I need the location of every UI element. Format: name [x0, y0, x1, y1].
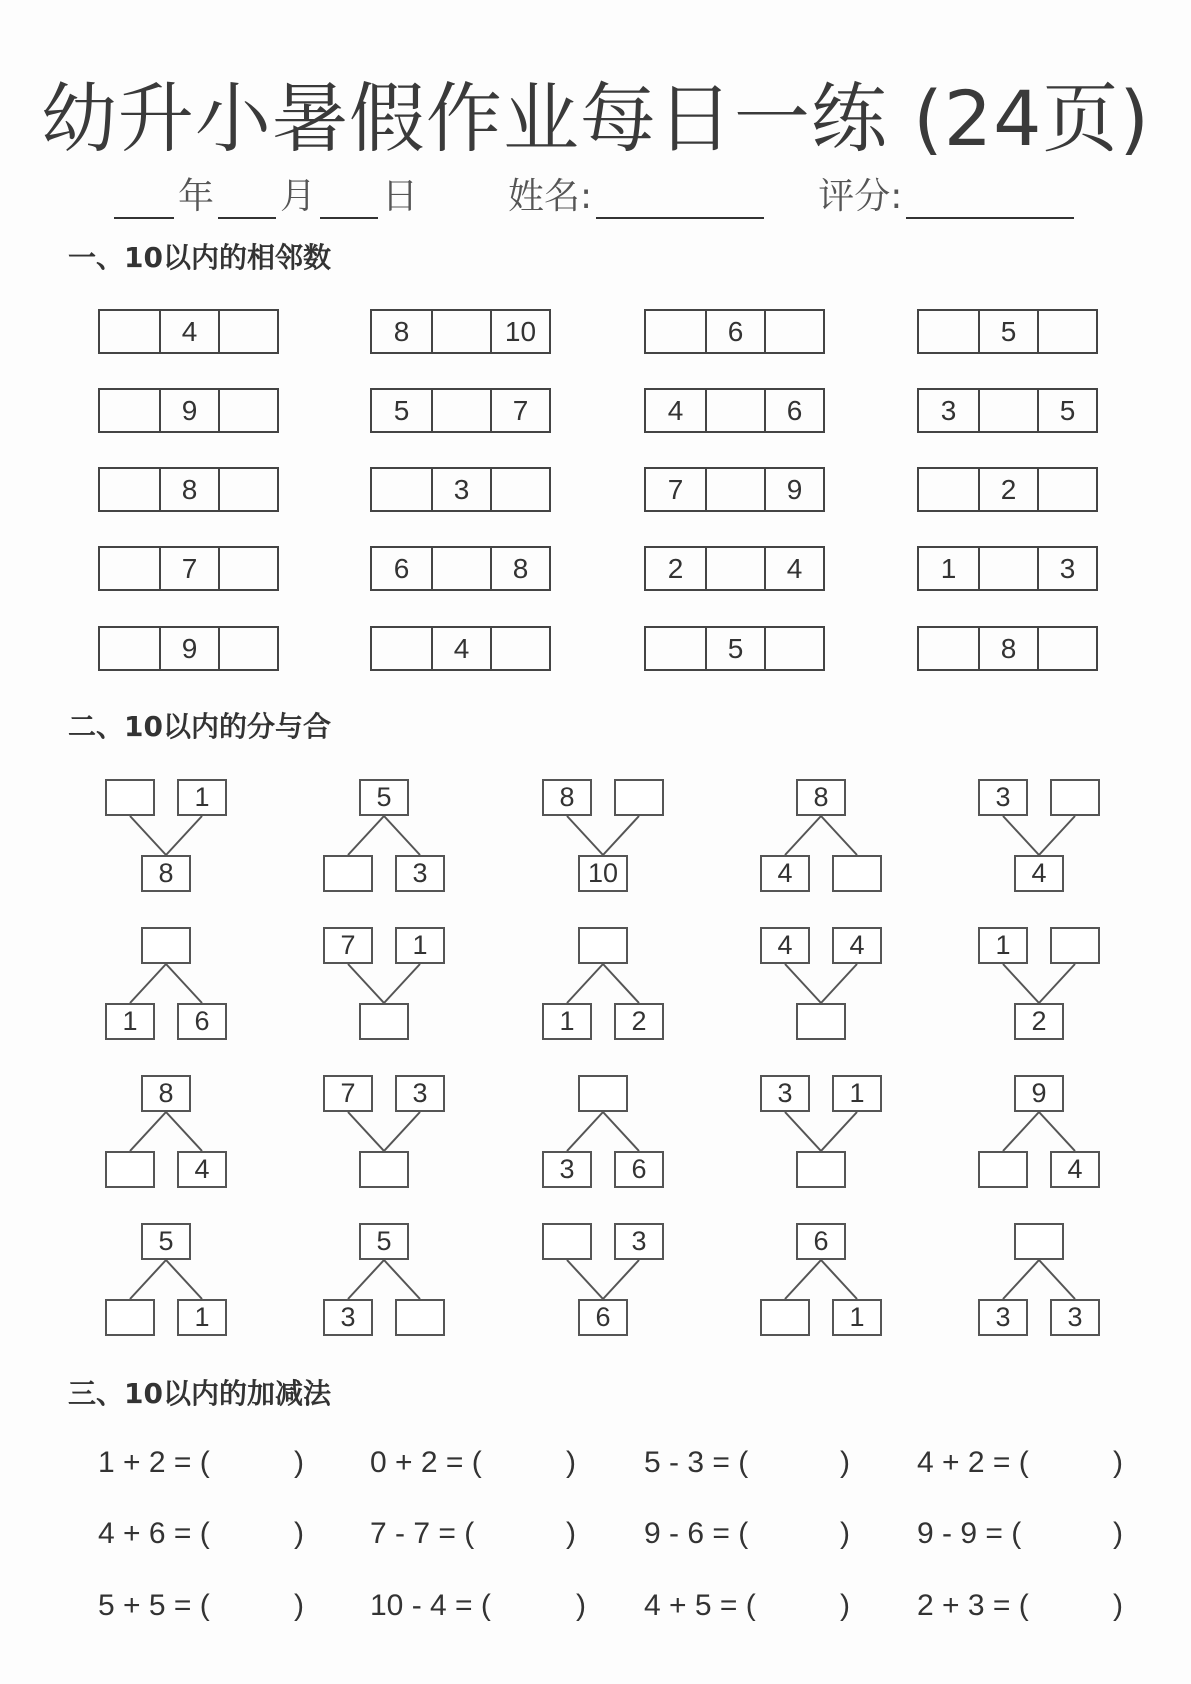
- bond-line: [384, 1112, 420, 1151]
- bond-line: [166, 1112, 202, 1151]
- bond-line: [130, 1260, 166, 1299]
- bond-line: [130, 816, 166, 855]
- equation: [370, 1446, 576, 1480]
- equation-text: 4 + 2 = (: [917, 1446, 1029, 1479]
- answer-box[interactable]: [760, 1299, 810, 1336]
- equation: [644, 1446, 850, 1480]
- equation-text: 5 + 5 = (: [98, 1589, 210, 1622]
- number-cell: 8: [978, 628, 1037, 669]
- number-box: 2: [1014, 1003, 1064, 1040]
- answer-space[interactable]: [218, 1589, 288, 1623]
- number-cell: 2: [978, 469, 1037, 510]
- number-box: 4: [760, 927, 810, 964]
- answer-box[interactable]: [1050, 779, 1100, 816]
- number-box: 1: [832, 1299, 882, 1336]
- number-cell: 1: [940, 552, 957, 584]
- bond-line: [166, 964, 202, 1003]
- number-box: 8: [796, 779, 846, 816]
- bond-line: [821, 816, 857, 855]
- number-cell: 9: [159, 628, 218, 669]
- close-paren: ): [1113, 1589, 1123, 1622]
- name-label: 姓名:: [508, 176, 593, 217]
- answer-space[interactable]: [764, 1589, 834, 1623]
- number-box: 6: [177, 1003, 227, 1040]
- number-cell: 3: [940, 394, 957, 426]
- bond-line: [384, 816, 420, 855]
- equation-text: 9 - 9 = (: [917, 1517, 1022, 1550]
- equation: [98, 1446, 304, 1480]
- equation: [917, 1589, 1123, 1623]
- number-box: 4: [832, 927, 882, 964]
- equation-text: 9 - 6 = (: [644, 1517, 749, 1550]
- answer-space[interactable]: [764, 1446, 834, 1480]
- bond-line: [567, 1112, 603, 1151]
- bond-line: [603, 816, 639, 855]
- number-box: 4: [1014, 855, 1064, 892]
- answer-box[interactable]: [395, 1299, 445, 1336]
- number-box: 8: [141, 1075, 191, 1112]
- answer-box[interactable]: [105, 1151, 155, 1188]
- number-cell: 6: [764, 390, 823, 431]
- page-title: 幼升小暑假作业每日一练 (24页): [40, 74, 1151, 163]
- equation: [370, 1589, 586, 1623]
- answer-box[interactable]: [1014, 1223, 1064, 1260]
- answer-space[interactable]: [764, 1517, 834, 1551]
- number-box: 1: [105, 1003, 155, 1040]
- number-cell: 3: [1037, 548, 1096, 589]
- number-box: 9: [1014, 1075, 1064, 1112]
- bond-line: [821, 964, 857, 1003]
- answer-space[interactable]: [1037, 1517, 1107, 1551]
- answer-box[interactable]: [832, 855, 882, 892]
- number-cell: 7: [490, 390, 549, 431]
- number-cell: 6: [393, 552, 410, 584]
- answer-box[interactable]: [796, 1151, 846, 1188]
- equation: [917, 1517, 1123, 1551]
- bond-line: [603, 1260, 639, 1299]
- number-box: 3: [395, 1075, 445, 1112]
- bond-line: [384, 964, 420, 1003]
- bond-line: [1003, 1260, 1039, 1299]
- answer-box[interactable]: [105, 779, 155, 816]
- equation: [98, 1589, 304, 1623]
- bond-line: [785, 816, 821, 855]
- number-cell: 5: [1037, 390, 1096, 431]
- bond-line: [130, 964, 166, 1003]
- answer-space[interactable]: [1037, 1589, 1107, 1623]
- equation: [370, 1517, 576, 1551]
- bond-line: [603, 1112, 639, 1151]
- bond-line: [603, 964, 639, 1003]
- number-box: 6: [796, 1223, 846, 1260]
- year-label: 年: [178, 176, 215, 217]
- number-box: 3: [323, 1299, 373, 1336]
- number-cell: 6: [705, 311, 764, 352]
- number-box: 6: [578, 1299, 628, 1336]
- day-label: 日: [382, 176, 419, 217]
- number-cell: 7: [667, 473, 684, 505]
- equation-text: 7 - 7 = (: [370, 1517, 475, 1550]
- number-box: 1: [395, 927, 445, 964]
- answer-box[interactable]: [578, 1075, 628, 1112]
- close-paren: ): [566, 1517, 576, 1550]
- number-box: 3: [395, 855, 445, 892]
- number-cell: 7: [159, 548, 218, 589]
- bond-line: [348, 964, 384, 1003]
- number-cell: 2: [667, 552, 684, 584]
- bond-line: [384, 1260, 420, 1299]
- number-box: 4: [1050, 1151, 1100, 1188]
- number-box: 2: [614, 1003, 664, 1040]
- number-cell: 4: [159, 311, 218, 352]
- bond-line: [1003, 964, 1039, 1003]
- bond-line: [567, 816, 603, 855]
- bond-line: [785, 964, 821, 1003]
- number-box: 4: [760, 855, 810, 892]
- bond-line: [567, 964, 603, 1003]
- bond-line: [567, 1260, 603, 1299]
- bond-line: [1039, 1112, 1075, 1151]
- answer-box[interactable]: [542, 1223, 592, 1260]
- answer-box[interactable]: [141, 927, 191, 964]
- number-box: 7: [323, 927, 373, 964]
- equation: [644, 1589, 850, 1623]
- number-cell: 3: [431, 469, 490, 510]
- number-box: 3: [614, 1223, 664, 1260]
- close-paren: ): [576, 1589, 586, 1622]
- number-box: 1: [832, 1075, 882, 1112]
- equation-text: 2 + 3 = (: [917, 1589, 1029, 1622]
- bond-line: [348, 816, 384, 855]
- answer-box[interactable]: [359, 1003, 409, 1040]
- bond-line: [821, 1112, 857, 1151]
- number-cell: 8: [490, 548, 549, 589]
- section-heading-arithmetic: 三、10以内的加减法: [68, 1377, 331, 1410]
- number-cell: 4: [667, 394, 684, 426]
- number-cell: 5: [393, 394, 410, 426]
- close-paren: ): [840, 1589, 850, 1622]
- bond-line: [1039, 964, 1075, 1003]
- number-box: 3: [978, 779, 1028, 816]
- bond-line: [1039, 816, 1075, 855]
- number-box: 5: [141, 1223, 191, 1260]
- equation-text: 4 + 5 = (: [644, 1589, 756, 1622]
- equation: [917, 1446, 1123, 1480]
- number-box: 1: [542, 1003, 592, 1040]
- bond-line: [785, 1112, 821, 1151]
- number-box: 7: [323, 1075, 373, 1112]
- answer-space[interactable]: [490, 1446, 560, 1480]
- close-paren: ): [840, 1446, 850, 1479]
- answer-space[interactable]: [490, 1589, 560, 1623]
- answer-space[interactable]: [218, 1517, 288, 1551]
- number-box: 1: [177, 1299, 227, 1336]
- answer-box[interactable]: [578, 927, 628, 964]
- answer-space[interactable]: [490, 1517, 560, 1551]
- equation-text: 5 - 3 = (: [644, 1446, 749, 1479]
- number-cell: 5: [705, 628, 764, 669]
- number-cell: 5: [978, 311, 1037, 352]
- number-cell: 4: [431, 628, 490, 669]
- number-cell: 8: [393, 315, 410, 347]
- close-paren: ): [1113, 1517, 1123, 1550]
- close-paren: ): [1113, 1446, 1123, 1479]
- answer-box[interactable]: [359, 1151, 409, 1188]
- equation-text: 10 - 4 = (: [370, 1589, 491, 1622]
- answer-box[interactable]: [978, 1151, 1028, 1188]
- number-box: 10: [578, 855, 628, 892]
- close-paren: ): [294, 1517, 304, 1550]
- answer-box[interactable]: [105, 1299, 155, 1336]
- equation: [644, 1517, 850, 1551]
- section-heading-neighbors: 一、10以内的相邻数: [68, 241, 331, 274]
- number-box: 3: [542, 1151, 592, 1188]
- number-box: 5: [359, 1223, 409, 1260]
- close-paren: ): [294, 1589, 304, 1622]
- number-box: 1: [177, 779, 227, 816]
- bond-line: [821, 1260, 857, 1299]
- equation-text: 1 + 2 = (: [98, 1446, 210, 1479]
- answer-space[interactable]: [218, 1446, 288, 1480]
- answer-space[interactable]: [1037, 1446, 1107, 1480]
- bond-line: [166, 816, 202, 855]
- score-label: 评分:: [818, 176, 903, 217]
- close-paren: ): [566, 1446, 576, 1479]
- number-cell: 4: [764, 548, 823, 589]
- month-label: 月: [280, 176, 317, 217]
- number-box: 8: [141, 855, 191, 892]
- number-box: 6: [614, 1151, 664, 1188]
- answer-box[interactable]: [1050, 927, 1100, 964]
- answer-box[interactable]: [796, 1003, 846, 1040]
- bond-line: [348, 1112, 384, 1151]
- bond-line: [1039, 1260, 1075, 1299]
- bond-line: [348, 1260, 384, 1299]
- number-box: 3: [1050, 1299, 1100, 1336]
- number-cell: 9: [159, 390, 218, 431]
- equation-text: 0 + 2 = (: [370, 1446, 482, 1479]
- answer-box[interactable]: [614, 779, 664, 816]
- bond-line: [130, 1112, 166, 1151]
- close-paren: ): [294, 1446, 304, 1479]
- equation-text: 4 + 6 = (: [98, 1517, 210, 1550]
- equation: [98, 1517, 304, 1551]
- bond-line: [166, 1260, 202, 1299]
- number-box: 4: [177, 1151, 227, 1188]
- number-cell: 10: [490, 311, 549, 352]
- number-box: 3: [978, 1299, 1028, 1336]
- section-heading-bonds: 二、10以内的分与合: [68, 710, 331, 743]
- number-box: 5: [359, 779, 409, 816]
- number-box: 3: [760, 1075, 810, 1112]
- number-cell: 8: [159, 469, 218, 510]
- number-cell: 9: [764, 469, 823, 510]
- bond-line: [1003, 816, 1039, 855]
- number-box: 1: [978, 927, 1028, 964]
- answer-box[interactable]: [323, 855, 373, 892]
- number-box: 8: [542, 779, 592, 816]
- bond-line: [1003, 1112, 1039, 1151]
- bond-line: [785, 1260, 821, 1299]
- close-paren: ): [840, 1517, 850, 1550]
